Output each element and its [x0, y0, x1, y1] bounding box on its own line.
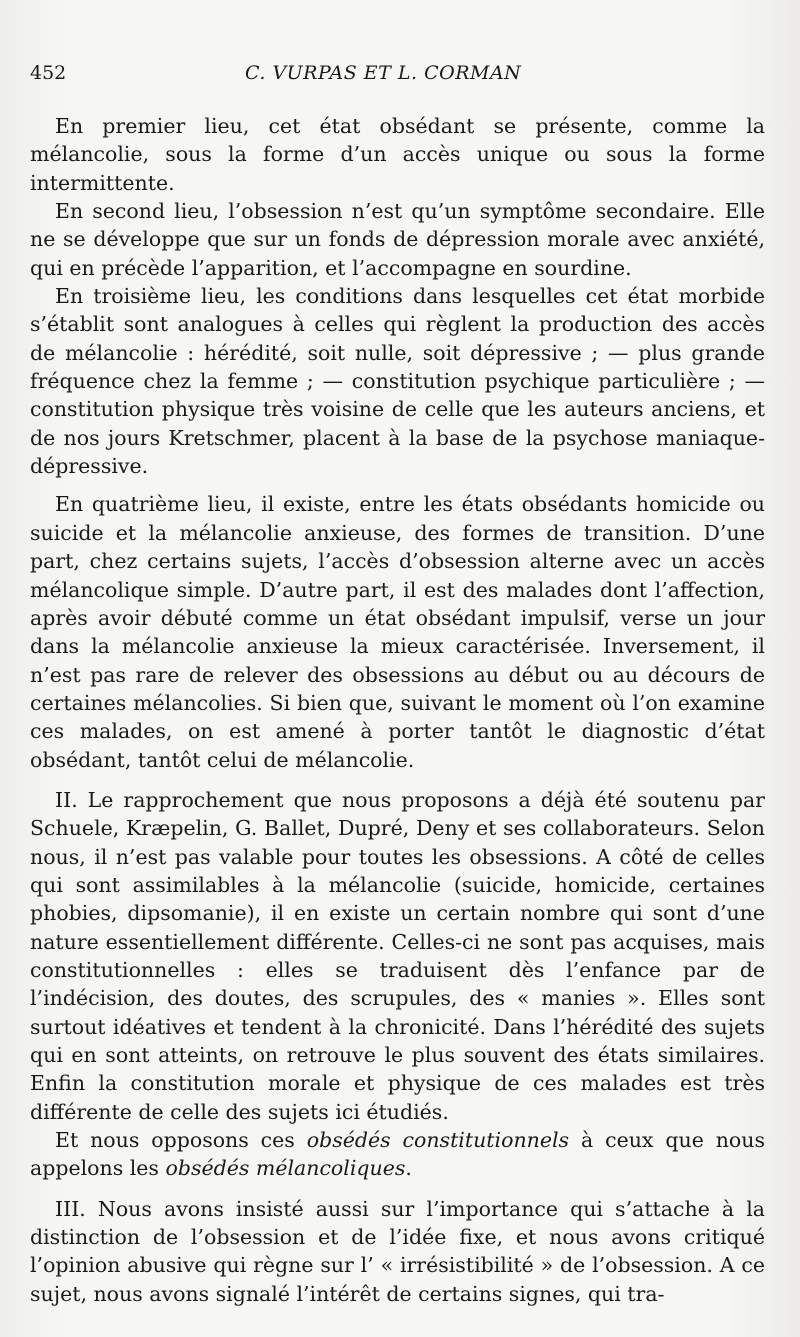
paragraph-obsedes-text-a: Et nous opposons ces — [55, 1128, 295, 1153]
paragraph-obsedes-text-c: à ceux que nous appelons les — [30, 1128, 765, 1181]
term-obsedes-constitutionnels: obsédés constitutionnels — [306, 1128, 570, 1153]
page-body — [30, 112, 765, 1308]
paragraph-section-ii: II. Le rapprochement que nous proposons a déjà été soutenu par Schuele, Kræpelin, G. Ballet, Dupré, Deny et ses collaborateurs. Selon nous, il n’est pas valable pour toutes les obsessions. A côté de celles qui sont assimilables à la mélancolie (suicide, homicide, certaines phobies, dipsomanie), il en existe un certain nombre qui sont d’une nature essentiellement différente. Celles-ci ne sont pas acquises, mais constitutionnelles : elles se traduisent dès l’enfance par de l’indécision, des doutes, des scrupules, des « manies ». Elles sont surtout idéatives et tendent à la chronicité. Dans l’hérédité des sujets qui en sont atteints, on retrouve le plus souvent des états similaires. Enfin la constitution morale et physique de ces malades est très différente de celle des sujets ici étudiés. — [30, 787, 765, 1124]
page-header — [30, 62, 770, 92]
paragraph-second-lieu: En second lieu, l’obsession n’est qu’un symptôme secondaire. Elle ne se développe que sur un fonds de dépression morale avec anxiété, qui en précède l’apparition, et l’accompagne en sourdine. — [30, 199, 765, 280]
page-number: 452 — [30, 62, 67, 84]
paragraph-quatrieme-lieu: En quatrième lieu, il existe, entre les états obsédants homicide ou suicide et la mélancolie anxieuse, des formes de transition. D’une part, chez certains sujets, l’accès d’obsession alterne avec un accès mélancolique simple. D’autre part, il est des malades dont l’affection, après avoir débuté comme un état obsédant impulsif, verse un jour dans la mélancolie anxieuse la mieux caractérisée. Inversement, il n’est pas rare de relever des obsessions au début ou au décours de certaines mélancolies. Si bien que, suivant le moment où l’on examine ces malades, on est amené à porter tantôt le diagnostic d’état obsédant, tantôt celui de mélancolie. — [30, 492, 765, 772]
paragraph-premier-lieu: En premier lieu, cet état obsédant se présente, comme la mélancolie, sous la forme d’un accès unique ou sous la forme intermittente. — [30, 114, 765, 195]
paragraph-obsedes-period: . — [405, 1156, 412, 1181]
paragraph-troisieme-lieu: En troisième lieu, les conditions dans lesquelles cet état morbide s’établit sont analogues à celles qui règlent la production des accès de mélancolie : hérédité, soit nulle, soit dépressive ; — plus grande fréquence chez la femme ; — constitution psychique particulière ; — constitution physique très voisine de celle que les auteurs anciens, et de nos jours Kretschmer, placent à la base de la psychose maniaque-dépressive. — [30, 284, 765, 479]
paragraph-section-iii: III. Nous avons insisté aussi sur l’importance qui s’attache à la distinction de l’obsession et de l’idée fixe, et nous avons critiqué l’opinion abusive qui règne sur l’ « irrésistibilité » de l’obsession. A ce sujet, nous avons signalé l’intérêt de certains signes, qui tra- — [30, 1196, 765, 1306]
paragraph-obsedes — [30, 1126, 765, 1183]
term-obsedes-melancoliques: obsédés mélancoliques — [165, 1156, 406, 1181]
running-head: C. VURPAS ET L. CORMAN — [245, 62, 522, 84]
